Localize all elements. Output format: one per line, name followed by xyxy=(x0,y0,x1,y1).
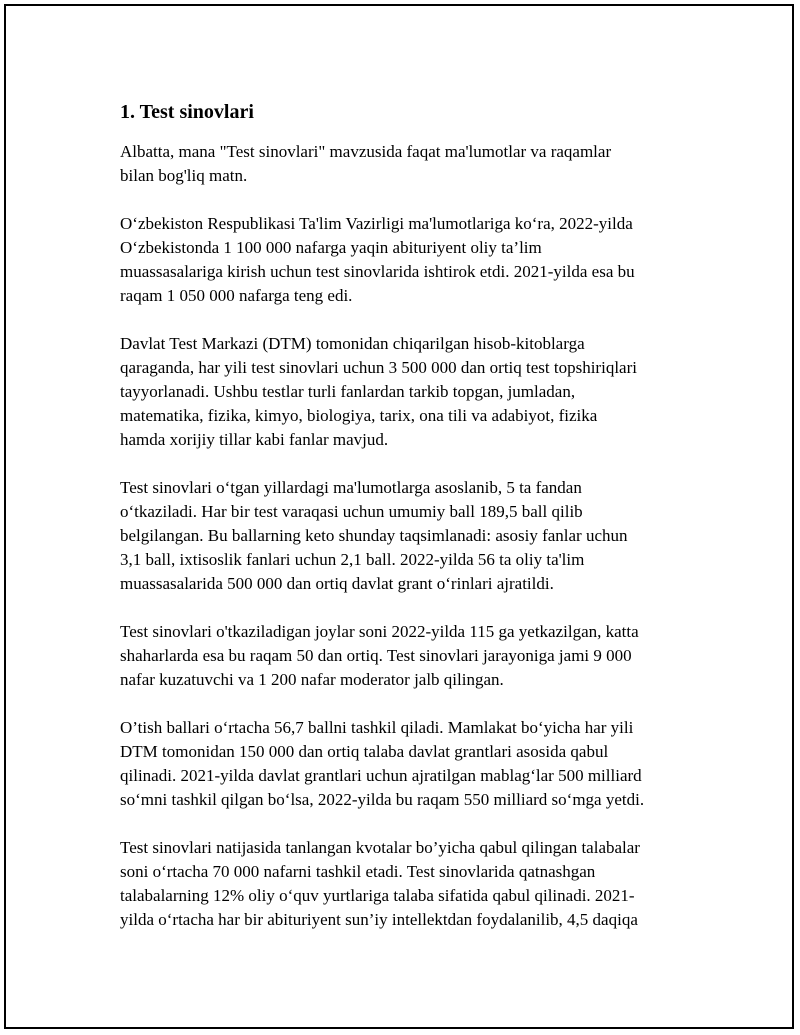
text-line: tayyorlanadi. Ushbu testlar turli fanlardan tarkib topgan, jumladan, xyxy=(120,382,576,401)
text-line: O‘zbekiston Respublikasi Ta'lim Vazirligi ma'lumotlariga ko‘ra, 2022-yilda xyxy=(120,214,633,233)
paragraph-intro xyxy=(120,140,700,188)
page-frame xyxy=(4,4,794,1029)
text-line: qilinadi. 2021-yilda davlat grantlari uchun ajratilgan mablag‘lar 500 milliard xyxy=(120,766,642,785)
text-line: belgilangan. Bu ballarning keto shunday taqsimlanadi: asosiy fanlar uchun xyxy=(120,526,628,545)
text-line: Test sinovlari o'tkaziladigan joylar soni 2022-yilda 115 ga yetkazilgan, katta xyxy=(120,622,639,641)
text-line: O’tish ballari o‘rtacha 56,7 ballni tashkil qiladi. Mamlakat bo‘yicha har yili xyxy=(120,718,634,737)
paragraph-grants xyxy=(120,716,700,812)
text-line: o‘tkaziladi. Har bir test varaqasi uchun umumiy ball 189,5 ball qilib xyxy=(120,502,583,521)
paragraph-quotas xyxy=(120,836,700,932)
paragraph-applicants xyxy=(120,212,700,308)
section-title: 1. Test sinovlari xyxy=(120,101,254,123)
text-line: muassasalariga kirish uchun test sinovlarida ishtirok etdi. 2021-yilda esa bu xyxy=(120,262,635,281)
text-line: so‘mni tashkil qilgan bo‘lsa, 2022-yilda bu raqam 550 milliard so‘mga yetdi. xyxy=(120,790,645,809)
paragraph-scoring xyxy=(120,476,700,596)
text-line: nafar kuzatuvchi va 1 200 nafar moderator jalb qilingan. xyxy=(120,670,504,689)
text-line: muassasalarida 500 000 dan ortiq davlat grant o‘rinlari ajratildi. xyxy=(120,574,554,593)
text-line: DTM tomonidan 150 000 dan ortiq talaba davlat grantlari asosida qabul xyxy=(120,742,609,761)
text-line: Test sinovlari natijasida tanlangan kvotalar bo’yicha qabul qilingan talabalar xyxy=(120,838,640,857)
text-line: matematika, fizika, kimyo, biologiya, tarix, ona tili va adabiyot, fizika xyxy=(120,406,598,425)
text-line: Albatta, mana "Test sinovlari" mavzusida faqat ma'lumotlar va raqamlar xyxy=(120,142,612,161)
text-line: raqam 1 050 000 nafarga teng edi. xyxy=(120,286,353,305)
text-line: bilan bog'liq matn. xyxy=(120,166,248,185)
text-line: talabalarning 12% oliy o‘quv yurtlariga talaba sifatida qabul qilinadi. 2021- xyxy=(120,886,635,905)
text-line: Test sinovlari o‘tgan yillardagi ma'lumotlarga asoslanib, 5 ta fandan xyxy=(120,478,582,497)
document-body xyxy=(120,98,700,956)
text-line: qaraganda, har yili test sinovlari uchun 3 500 000 dan ortiq test topshiriqlari xyxy=(120,358,637,377)
text-line: soni o‘rtacha 70 000 nafarni tashkil etadi. Test sinovlarida qatnashgan xyxy=(120,862,596,881)
text-line: yilda o‘rtacha har bir abituriyent sun’iy intellektdan foydalanilib, 4,5 daqiqa xyxy=(120,910,638,929)
paragraph-locations xyxy=(120,620,700,692)
text-line: hamda xorijiy tillar kabi fanlar mavjud. xyxy=(120,430,389,449)
text-line: shaharlarda esa bu raqam 50 dan ortiq. Test sinovlari jarayoniga jami 9 000 xyxy=(120,646,632,665)
text-line: O‘zbekistonda 1 100 000 nafarga yaqin abituriyent oliy ta’lim xyxy=(120,238,542,257)
text-line: Davlat Test Markazi (DTM) tomonidan chiqarilgan hisob-kitoblarga xyxy=(120,334,585,353)
text-line: 3,1 ball, ixtisoslik fanlari uchun 2,1 ball. 2022-yilda 56 ta oliy ta'lim xyxy=(120,550,585,569)
paragraph-dtm xyxy=(120,332,700,452)
